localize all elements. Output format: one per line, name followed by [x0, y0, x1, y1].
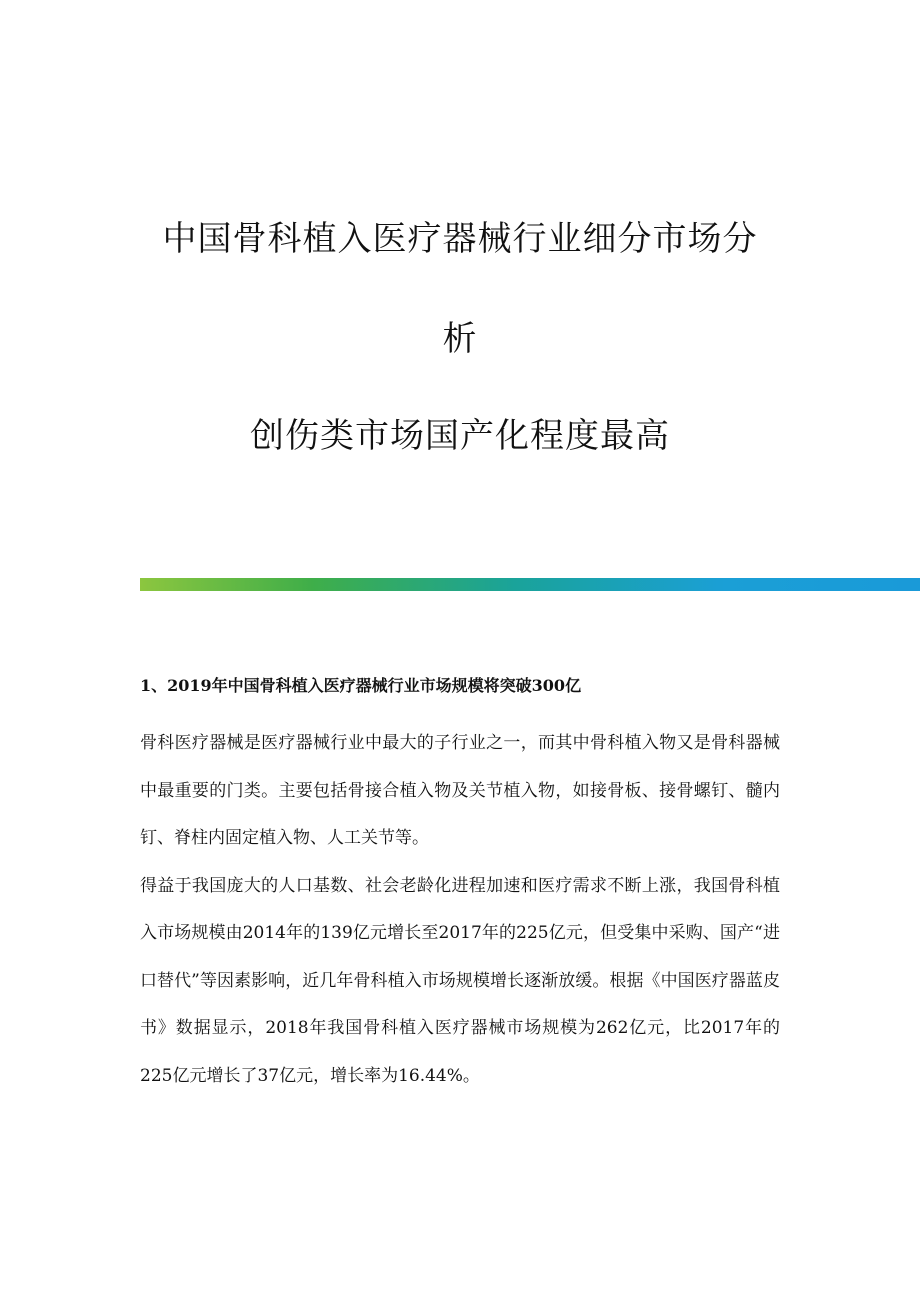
document-title-line-1: 中国骨科植入医疗器械行业细分市场分	[162, 219, 758, 259]
document-body	[140, 676, 780, 1100]
document-subtitle: 创伤类市场国产化程度最高	[250, 416, 670, 456]
section-heading: 1、2019年中国骨科植入医疗器械行业市场规模将突破300亿	[140, 676, 582, 695]
body-paragraph-2: 得益于我国庞大的人口基数、社会老龄化进程加速和医疗需求不断上涨，我国骨科植入市场规模由2014年的139亿元增长至2017年的225亿元，但受集中采购、国产“进口替代”等因素影响，近几年骨科植入市场规模增长逐渐放缓。根据《中国医疗器蓝皮书》数据显示，2018年我国骨科植入医疗器械市场规模为262亿元，比2017年的225亿元增长了37亿元，增长率为16.44%。	[140, 875, 780, 1086]
document-title-line-2: 析	[442, 319, 478, 359]
body-paragraph-1: 骨科医疗器械是医疗器械行业中最大的子行业之一，而其中骨科植入物又是骨科器械中最重要的门类。主要包括骨接合植入物及关节植入物，如接骨板、接骨螺钉、髓内钉、脊柱内固定植入物、人工关节等。	[140, 733, 780, 848]
gradient-divider	[140, 578, 920, 591]
